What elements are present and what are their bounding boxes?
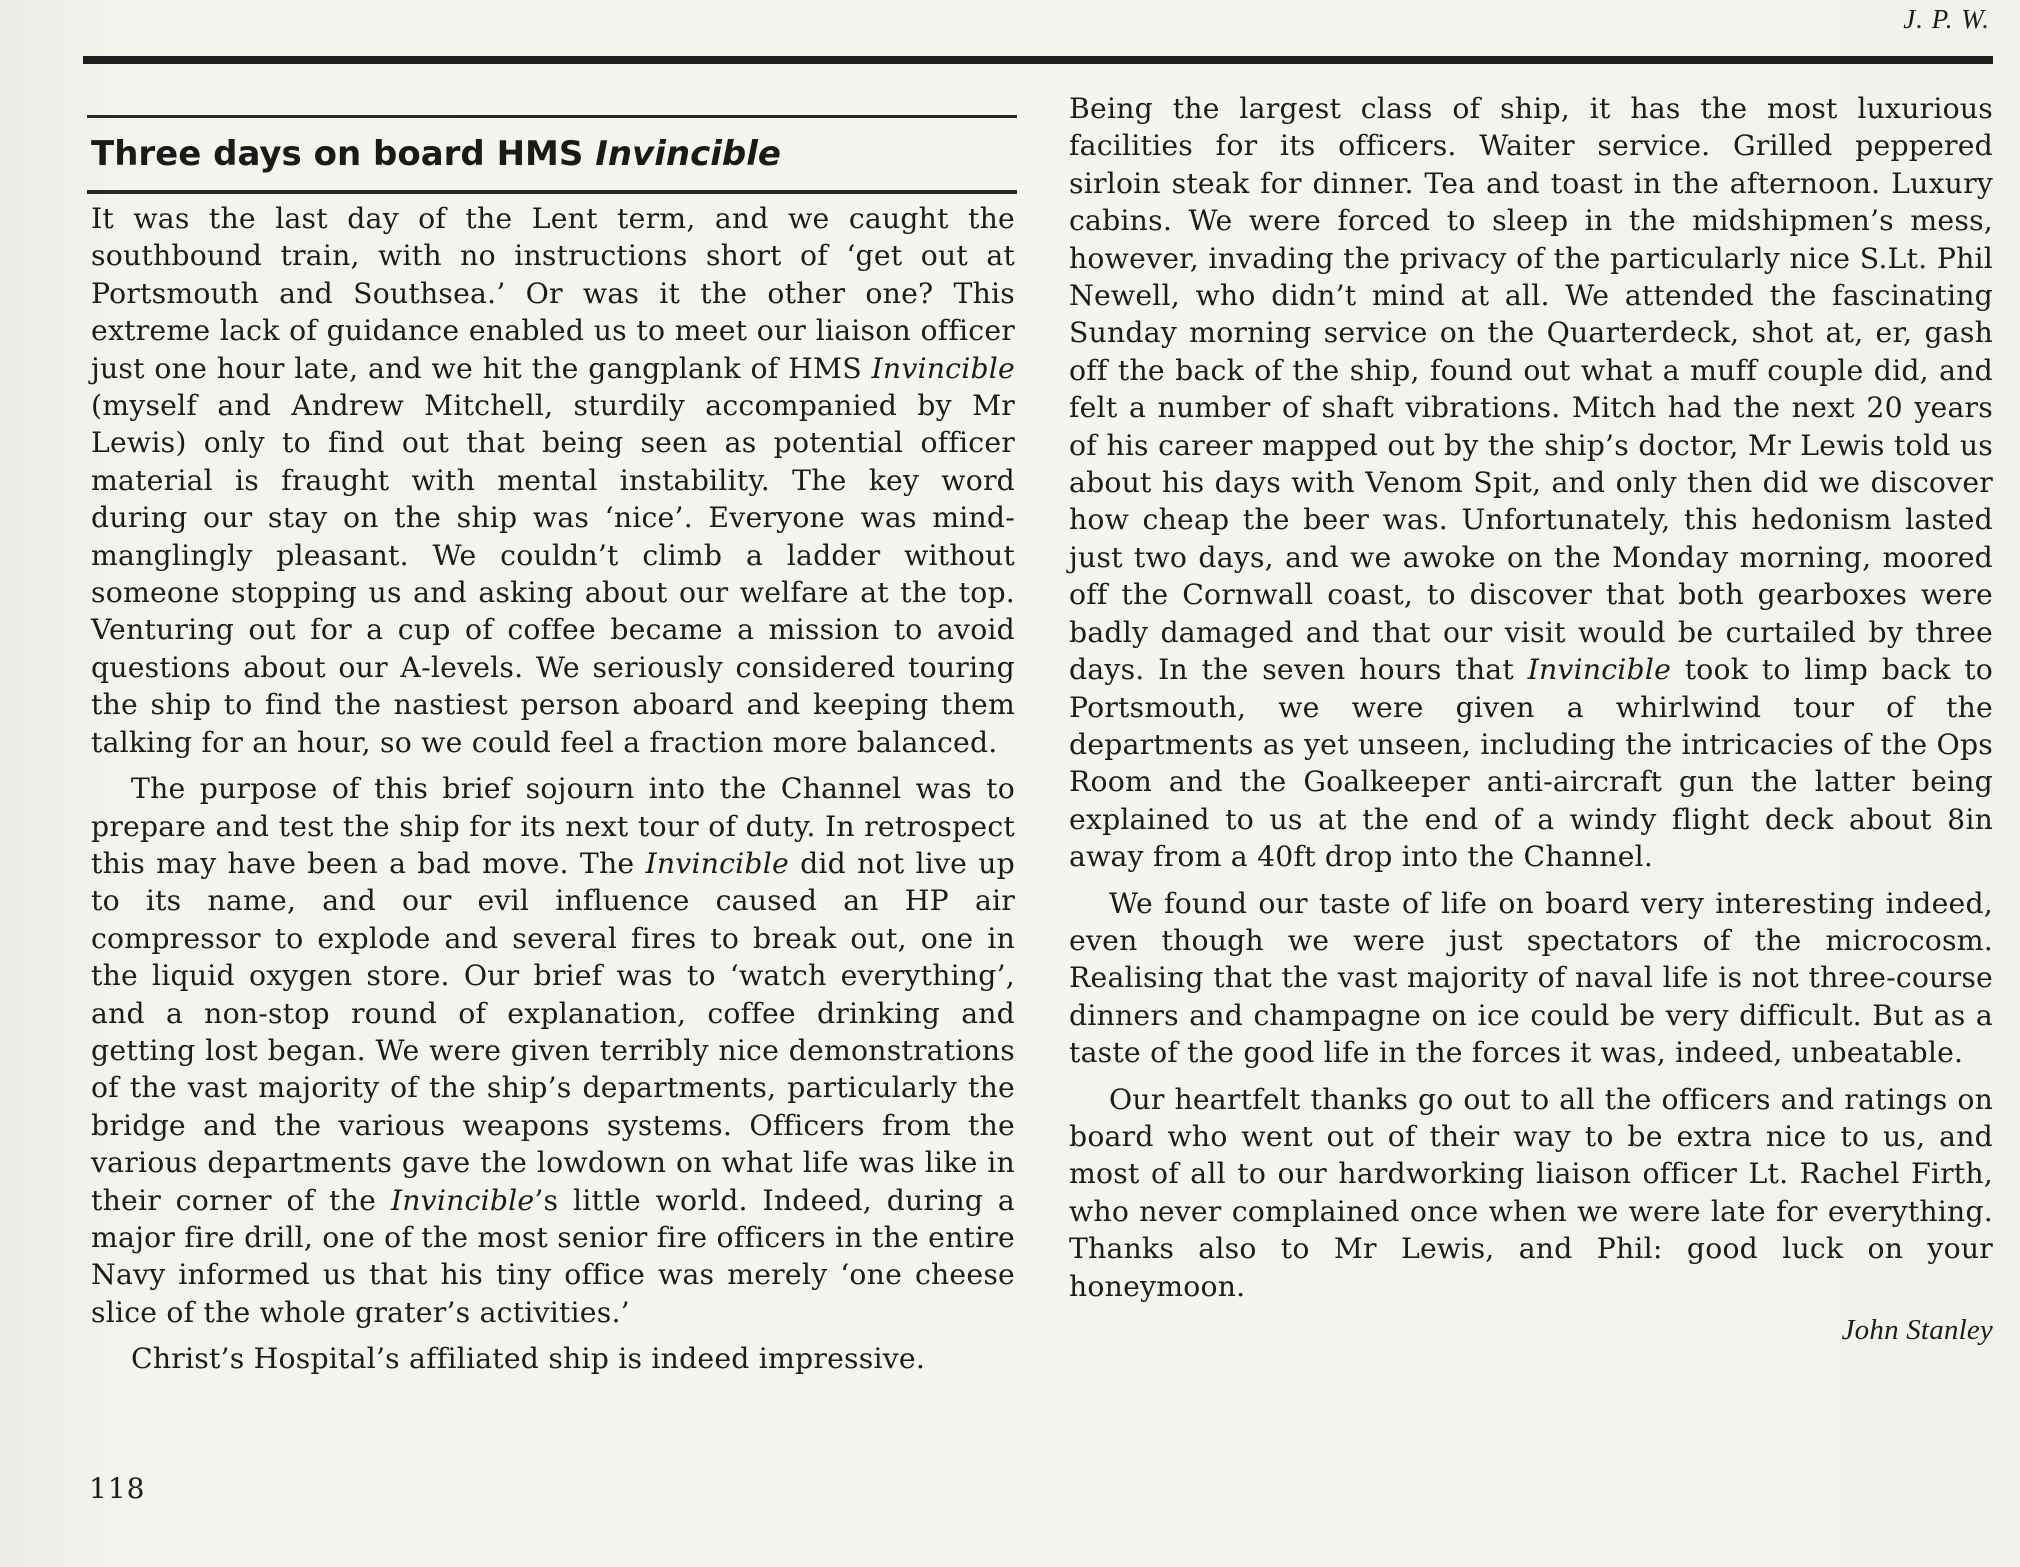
italic-ship-name: Invincible	[645, 846, 789, 880]
paragraph: The purpose of this brief sojourn into the Channel was to prepare and test the ship for its next tour of duty. In retrospect this may have been a bad move. The Invincible did not live up to its name, and our evil influence caused an HP air compressor to explode and several fires to break out, one in the liquid oxygen store. Our brief was to ‘watch everything’, and a non-stop round of explanation, coffee drinking and getting lost began. We were given terribly nice demonstrations of the vast majority of the ship’s departments, particularly the bridge and the various weapons systems. Officers from the various departments gave the lowdown on what life was like in their corner of the Invincible’s little world. Indeed, during a major fire drill, one of the most senior fire officers in the entire Navy informed us that his tiny office was merely ‘one cheese slice of the whole grater’s activities.’	[91, 772, 1015, 1329]
article-title	[91, 134, 781, 174]
paragraph: Christ’s Hospital’s affiliated ship is indeed impressive.	[131, 1342, 926, 1376]
page-number: 118	[89, 1472, 146, 1505]
header-rule	[83, 56, 1993, 64]
paragraph: Being the largest class of ship, it has the most luxurious facilities for its officers. Waiter service. Grilled peppered sirloin steak for dinner. Tea and toast in the afternoon. Luxury cabins. We were forced to sleep in the midshipmen’s mess, however, invading the privacy of the particularly nice S.Lt. Phil Newell, who didn’t mind at all. We attended the fascinating Sunday morning service on the Quarterdeck, shot at, er, gash off the back of the ship, found out what a muff couple did, and felt a number of shaft vibrations. Mitch had the next 20 years of his career mapped out by the ship’s doctor, Mr Lewis told us about his days with Venom Spit, and only then did we discover how cheap the beer was. Unfortunately, this hedonism lasted just two days, and we awoke on the Monday morning, moored off the Cornwall coast, to discover that both gearboxes were badly damaged and that our visit would be curtailed by three days. In the seven hours that Invincible took to limp back to Portsmouth, we were given a whirlwind tour of the departments as yet unseen, including the intricacies of the Ops Room and the Goalkeeper anti-aircraft gun the latter being explained to us at the end of a windy flight deck about 8in away from a 40ft drop into the Channel.	[1069, 92, 1994, 874]
paragraph: Our heartfelt thanks go out to all the officers and ratings on board who went out of their way to be extra nice to us, and most of all to our hardworking liaison officer Lt. Rachel Firth, who never complained once when we were late for everything. Thanks also to Mr Lewis, and Phil: good luck on your honeymoon.	[1069, 1082, 1993, 1303]
title-rule-bottom	[87, 190, 1017, 194]
italic-ship-name: Invincible	[871, 351, 1015, 385]
article-title-ship: Invincible	[595, 134, 781, 174]
italic-ship-name: Invincible	[1527, 653, 1672, 687]
paragraph: It was the last day of the Lent term, and we caught the southbound train, with no instructions short of ‘get out at Portsmouth and Southsea.’ Or was it the other one? This extreme lack of guidance enabled us to meet our liaison officer just one hour late, and we hit the gangplank of HMS Invincible (myself and Andrew Mitchell, sturdily accompanied by Mr Lewis) only to find out that being seen as potential officer material is fraught with mental instability. The key word during our stay on the ship was ‘nice’. Everyone was mind-manglingly pleasant. We couldn’t climb a ladder without someone stopping us and asking about our welfare at the top. Venturing out for a cup of coffee became a mission to avoid questions about our A-levels. We seriously considered touring the ship to find the nastiest person aboard and keeping them talking for an hour, so we could feel a fraction more balanced.	[91, 202, 1015, 759]
paragraph: We found our taste of life on board very interesting indeed, even though we were just spectators of the microcosm. Realising that the vast majority of naval life is not three-course dinners and champagne on ice could be very difficult. But as a taste of the good life in the forces it was, indeed, unbeatable.	[1069, 886, 1993, 1070]
right-column	[1069, 90, 1993, 1349]
author-signature: John Stanley	[1841, 1314, 1993, 1346]
header-initials: J. P. W.	[1903, 4, 1990, 34]
title-rule-top	[87, 115, 1017, 118]
italic-ship-name: Invincible	[390, 1183, 535, 1217]
article-title-prefix: Three days on board HMS	[91, 134, 596, 174]
left-column	[91, 200, 1015, 1387]
